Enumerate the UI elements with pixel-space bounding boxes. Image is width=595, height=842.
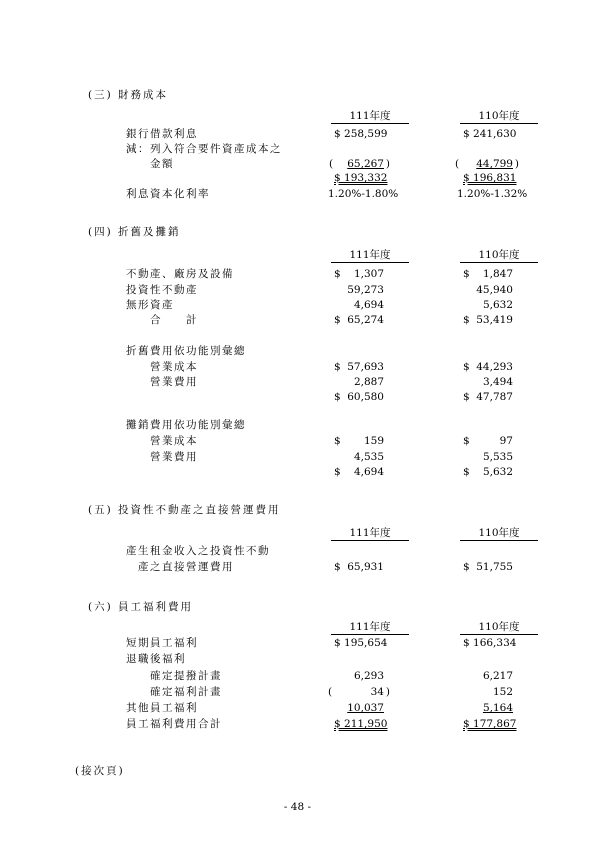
value-111: $ 211,950 [334, 718, 388, 730]
value-110: $ 196,831 [463, 172, 517, 184]
row-label: 不動產、廠房及設備 [126, 268, 234, 280]
row-label: 產生租金收入之投資性不動 [126, 545, 270, 557]
col-header-111: 111年度 [331, 249, 409, 263]
row-label: 其他員工福利 [126, 702, 198, 714]
row-label: 產之直接營運費用 [138, 561, 234, 573]
value-111: 1.20%-1.80% [328, 188, 399, 200]
section-title-employee-benefits: (六) 員工福利費用 [88, 601, 194, 613]
page-number: - 48 - [283, 801, 312, 813]
row-label: 營業成本 [150, 435, 198, 447]
col-header-110: 110年度 [460, 527, 538, 541]
value-111: $ 258,599 [334, 128, 388, 140]
row-label: 無形資產 [126, 299, 174, 311]
value-111: 6,293 [353, 670, 384, 682]
col-header-111: 111年度 [331, 527, 409, 541]
row-label: 短期員工福利 [126, 637, 198, 649]
row-label: 投資性不動產 [126, 284, 198, 296]
col-header-110: 110年度 [460, 110, 538, 124]
value-110: $ 241,630 [463, 128, 517, 140]
section-title-depreciation: (四) 折舊及攤銷 [88, 226, 181, 238]
value-110: 5,164 [482, 702, 513, 714]
row-label: 營業費用 [150, 376, 198, 388]
row-label: 金額 [150, 158, 174, 170]
col-header-110: 110年度 [460, 249, 538, 263]
value-111: $ 193,332 [334, 172, 388, 184]
row-label: 確定福利計畫 [150, 686, 222, 698]
row-label: 退職後福利 [126, 653, 186, 665]
col-header-111: 111年度 [331, 110, 409, 124]
subsection-title: 攤銷費用依功能別彙總 [126, 419, 246, 431]
value-111: 10,037 [347, 702, 384, 714]
row-label: 員工福利費用合計 [126, 718, 222, 730]
row-label: 營業成本 [150, 361, 198, 373]
value-110: $ 177,867 [463, 718, 517, 730]
row-label: 銀行借款利息 [126, 128, 198, 140]
row-label: 確定提撥計畫 [150, 670, 222, 682]
row-label: 利息資本化利率 [126, 188, 210, 200]
col-header-110: 110年度 [460, 621, 538, 635]
row-label: 減：列入符合要件資產成本之 [126, 143, 282, 155]
value-111: $ 195,654 [334, 637, 388, 649]
row-label: 營業費用 [150, 451, 198, 463]
value-110: 152 [492, 686, 513, 698]
value-110: 1.20%-1.32% [457, 188, 528, 200]
section-title-finance-cost: (三) 財務成本 [88, 89, 169, 101]
section-title-investment-property: (五) 投資性不動產之直接營運費用 [88, 504, 281, 516]
value-110: 6,217 [482, 670, 513, 682]
row-label: 合 計 [150, 314, 198, 326]
col-header-111: 111年度 [331, 621, 409, 635]
continued-note: (接次頁) [75, 765, 125, 777]
subsection-title: 折舊費用依功能別彙總 [126, 345, 246, 357]
value-110: $ 166,334 [463, 637, 517, 649]
